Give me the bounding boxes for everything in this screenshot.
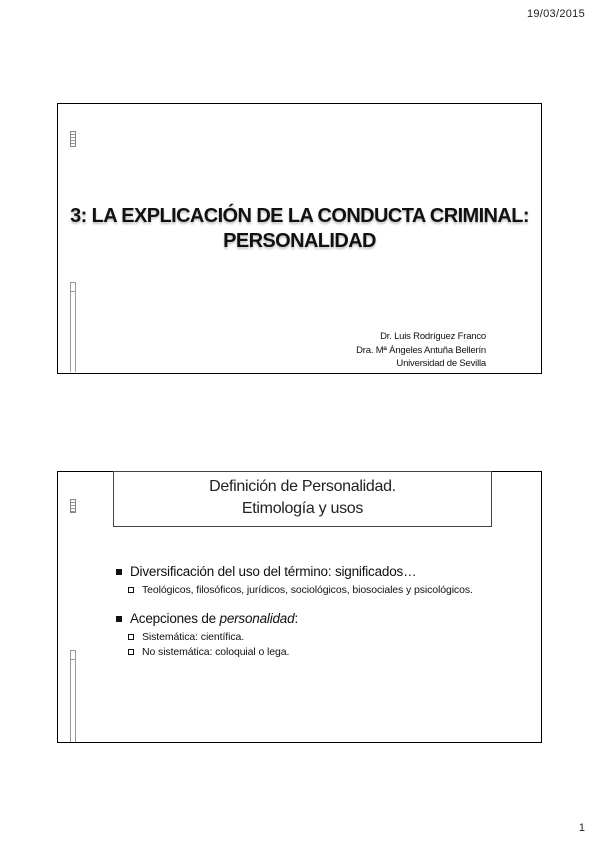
slide-decoration-bottom <box>70 650 76 742</box>
page-date: 19/03/2015 <box>526 8 585 20</box>
sub-bullet-item: No sistemática: coloquial o lega. <box>128 646 496 659</box>
sub-bullet-item: Sistemática: científica. <box>128 631 496 644</box>
authors-block <box>356 330 486 371</box>
slide-heading-box <box>113 471 492 527</box>
title-line-1: 3: LA EXPLICACIÓN DE LA CONDUCTA CRIMINAL: <box>70 205 529 227</box>
author-1: Dr. Luis Rodríguez Franco <box>380 331 486 342</box>
title-line-2: PERSONALIDAD <box>223 230 376 252</box>
slide-decoration-top <box>70 499 76 513</box>
author-2: Dra. Mª Ángeles Antuña Bellerín <box>356 344 486 356</box>
sub-bullet-item: Teológicos, filosóficos, jurídicos, sociológicos, biosociales y psicológicos. <box>128 584 496 597</box>
slide-decoration-top <box>70 131 76 147</box>
bullet-item: Acepciones de personalidad: <box>116 611 496 627</box>
university: Universidad de Sevilla <box>396 358 486 369</box>
heading-line-1: Definición de Personalidad. <box>209 478 396 495</box>
bullet-item: Diversificación del uso del término: significados… <box>116 564 496 580</box>
slide-decoration-bottom <box>70 282 76 372</box>
bullet-list <box>116 564 496 659</box>
slide-title-text <box>58 204 541 254</box>
slide-title <box>57 103 542 374</box>
heading-line-2: Etimología y usos <box>241 500 364 517</box>
slide-definition <box>57 471 542 743</box>
page-number: 1 <box>578 822 585 834</box>
